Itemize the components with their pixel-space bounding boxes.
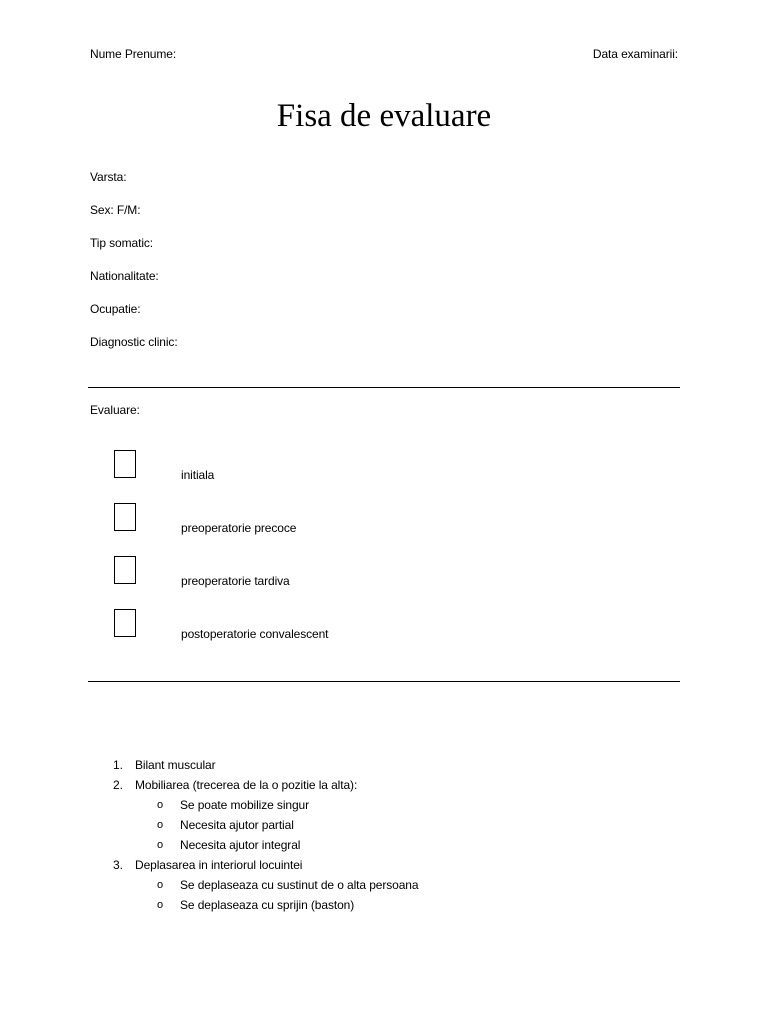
checkbox-preop-early[interactable] [114, 503, 136, 531]
sub-item-person-support: Se deplaseaza cu sustinut de o alta persoana [180, 878, 419, 892]
bullet-marker: o [157, 819, 164, 831]
list-number-1: 1. [113, 758, 123, 772]
section-divider-top [88, 387, 680, 388]
field-sex: Sex: F/M: [90, 203, 141, 217]
bullet-marker: o [157, 839, 164, 851]
section-divider-bottom [88, 681, 680, 682]
sub-item-partial-help: Necesita ajutor partial [180, 818, 294, 832]
list-item-mobilization: Mobiliarea (trecerea de la o pozitie la alta): [135, 778, 358, 792]
page-title: Fisa de evaluare [276, 98, 492, 134]
option-preop-late-label: preoperatorie tardiva [181, 574, 290, 588]
option-initial-label: initiala [181, 468, 215, 482]
list-item-indoor-movement: Deplasarea in interiorul locuintei [135, 858, 303, 872]
field-occupation: Ocupatie: [90, 302, 141, 316]
list-item-muscle-balance: Bilant muscular [135, 758, 216, 772]
field-somatic-type: Tip somatic: [90, 236, 154, 250]
list-number-3: 3. [113, 858, 123, 872]
sub-item-full-help: Necesita ajutor integral [180, 838, 301, 852]
exam-date-label: Data examinarii: [592, 47, 678, 61]
field-nationality: Nationalitate: [90, 269, 159, 283]
option-preop-early-label: preoperatorie precoce [181, 521, 297, 535]
checkbox-initial[interactable] [114, 450, 136, 478]
checkbox-postop-convalescent[interactable] [114, 609, 136, 637]
field-clinical-diagnosis: Diagnostic clinic: [90, 335, 178, 349]
bullet-marker: o [157, 799, 164, 811]
bullet-marker: o [157, 899, 164, 911]
evaluation-label: Evaluare: [90, 403, 140, 417]
field-age: Varsta: [90, 170, 127, 184]
bullet-marker: o [157, 879, 164, 891]
checkbox-preop-late[interactable] [114, 556, 136, 584]
option-postop-convalescent-label: postoperatorie convalescent [181, 627, 329, 641]
sub-item-cane-support: Se deplaseaza cu sprijin (baston) [180, 898, 355, 912]
list-number-2: 2. [113, 778, 123, 792]
sub-item-self-mobilize: Se poate mobilize singur [180, 798, 310, 812]
name-label: Nume Prenume: [90, 47, 177, 61]
